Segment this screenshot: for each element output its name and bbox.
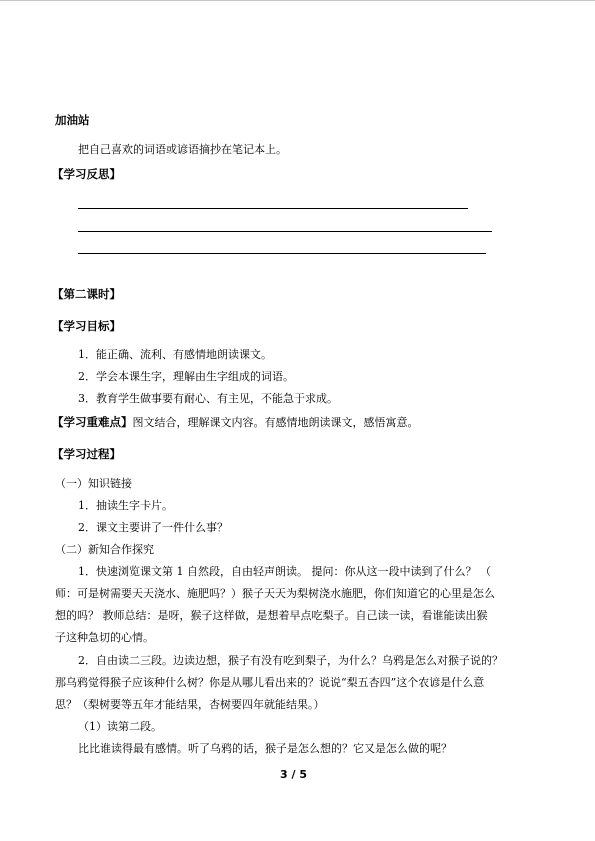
goal-item: 2．学会本课生字，理解由生字组成的词语。 <box>78 370 294 383</box>
goal-item: 3．教育学生做事要有耐心、有主见，不能急于求成。 <box>78 392 338 405</box>
keypoints-row <box>52 414 419 431</box>
part1-item: 1．抽读生字卡片。 <box>78 499 173 512</box>
keypoints-text: 图文结合，理解课文内容。有感情地朗读课文，感悟寓意。 <box>132 416 419 429</box>
jiayou-text: 把自己喜欢的词语或谚语摘抄在笔记本上。 <box>78 143 287 156</box>
goals-heading: 【学习目标】 <box>52 319 121 333</box>
section-title-jiayouzhan: 加油站 <box>55 113 90 127</box>
para2-line: 2．自由读二三段。边读边想，猴子有没有吃到梨子，为什么？乌鸦是怎么对猴子说的？ <box>78 654 503 667</box>
goal-item: 1．能正确、流利、有感情地朗读课文。 <box>78 348 272 361</box>
para1-line: 想的吗？ 教师总结：是呀，猴子这样做，是想着早点吃梨子。自己读一读，看谁能读出猴 <box>55 609 488 622</box>
para2-line: 那乌鸦觉得猴子应该种什么树？你是从哪儿看出来的？说说“梨五杏四”这个农谚是什么意 <box>55 676 485 689</box>
reflection-heading: 【学习反思】 <box>52 167 121 181</box>
reflection-line-2 <box>78 231 492 232</box>
keypoints-heading: 【学习重难点】 <box>52 415 133 429</box>
lesson2-heading: 【第二课时】 <box>52 287 121 301</box>
part2-title: （二）新知合作探究 <box>55 543 154 556</box>
reflection-line-3 <box>78 253 486 254</box>
para1-line: 1．快速浏览课文第 1 自然段，自由轻声朗读。 提问：你从这一段中读到了什么？ （ <box>78 565 491 578</box>
page-top-border <box>0 0 595 1</box>
process-heading: 【学习过程】 <box>52 447 121 461</box>
part1-title: （一）知识链接 <box>55 477 132 490</box>
sub-step-1: （1）读第二段。 <box>78 720 162 733</box>
reflection-line-1 <box>78 208 468 209</box>
part1-item: 2．课文主要讲了一件什么事？ <box>78 521 228 534</box>
para2-line: 思？（梨树要等五年才能结果，杏树要四年就能结果。） <box>55 698 325 711</box>
page-number: 3 / 5 <box>280 768 307 781</box>
para1-line: 师：可是树需要天天浇水、施肥吗？）猴子天天为梨树浇水施肥，你们知道它的心里是怎么 <box>55 587 495 600</box>
sub-step-1-text: 比比谁读得最有感情。听了乌鸦的话，猴子是怎么想的？它又是怎么做的呢？ <box>78 742 452 755</box>
para1-line: 子这种急切的心情。 <box>55 631 154 644</box>
